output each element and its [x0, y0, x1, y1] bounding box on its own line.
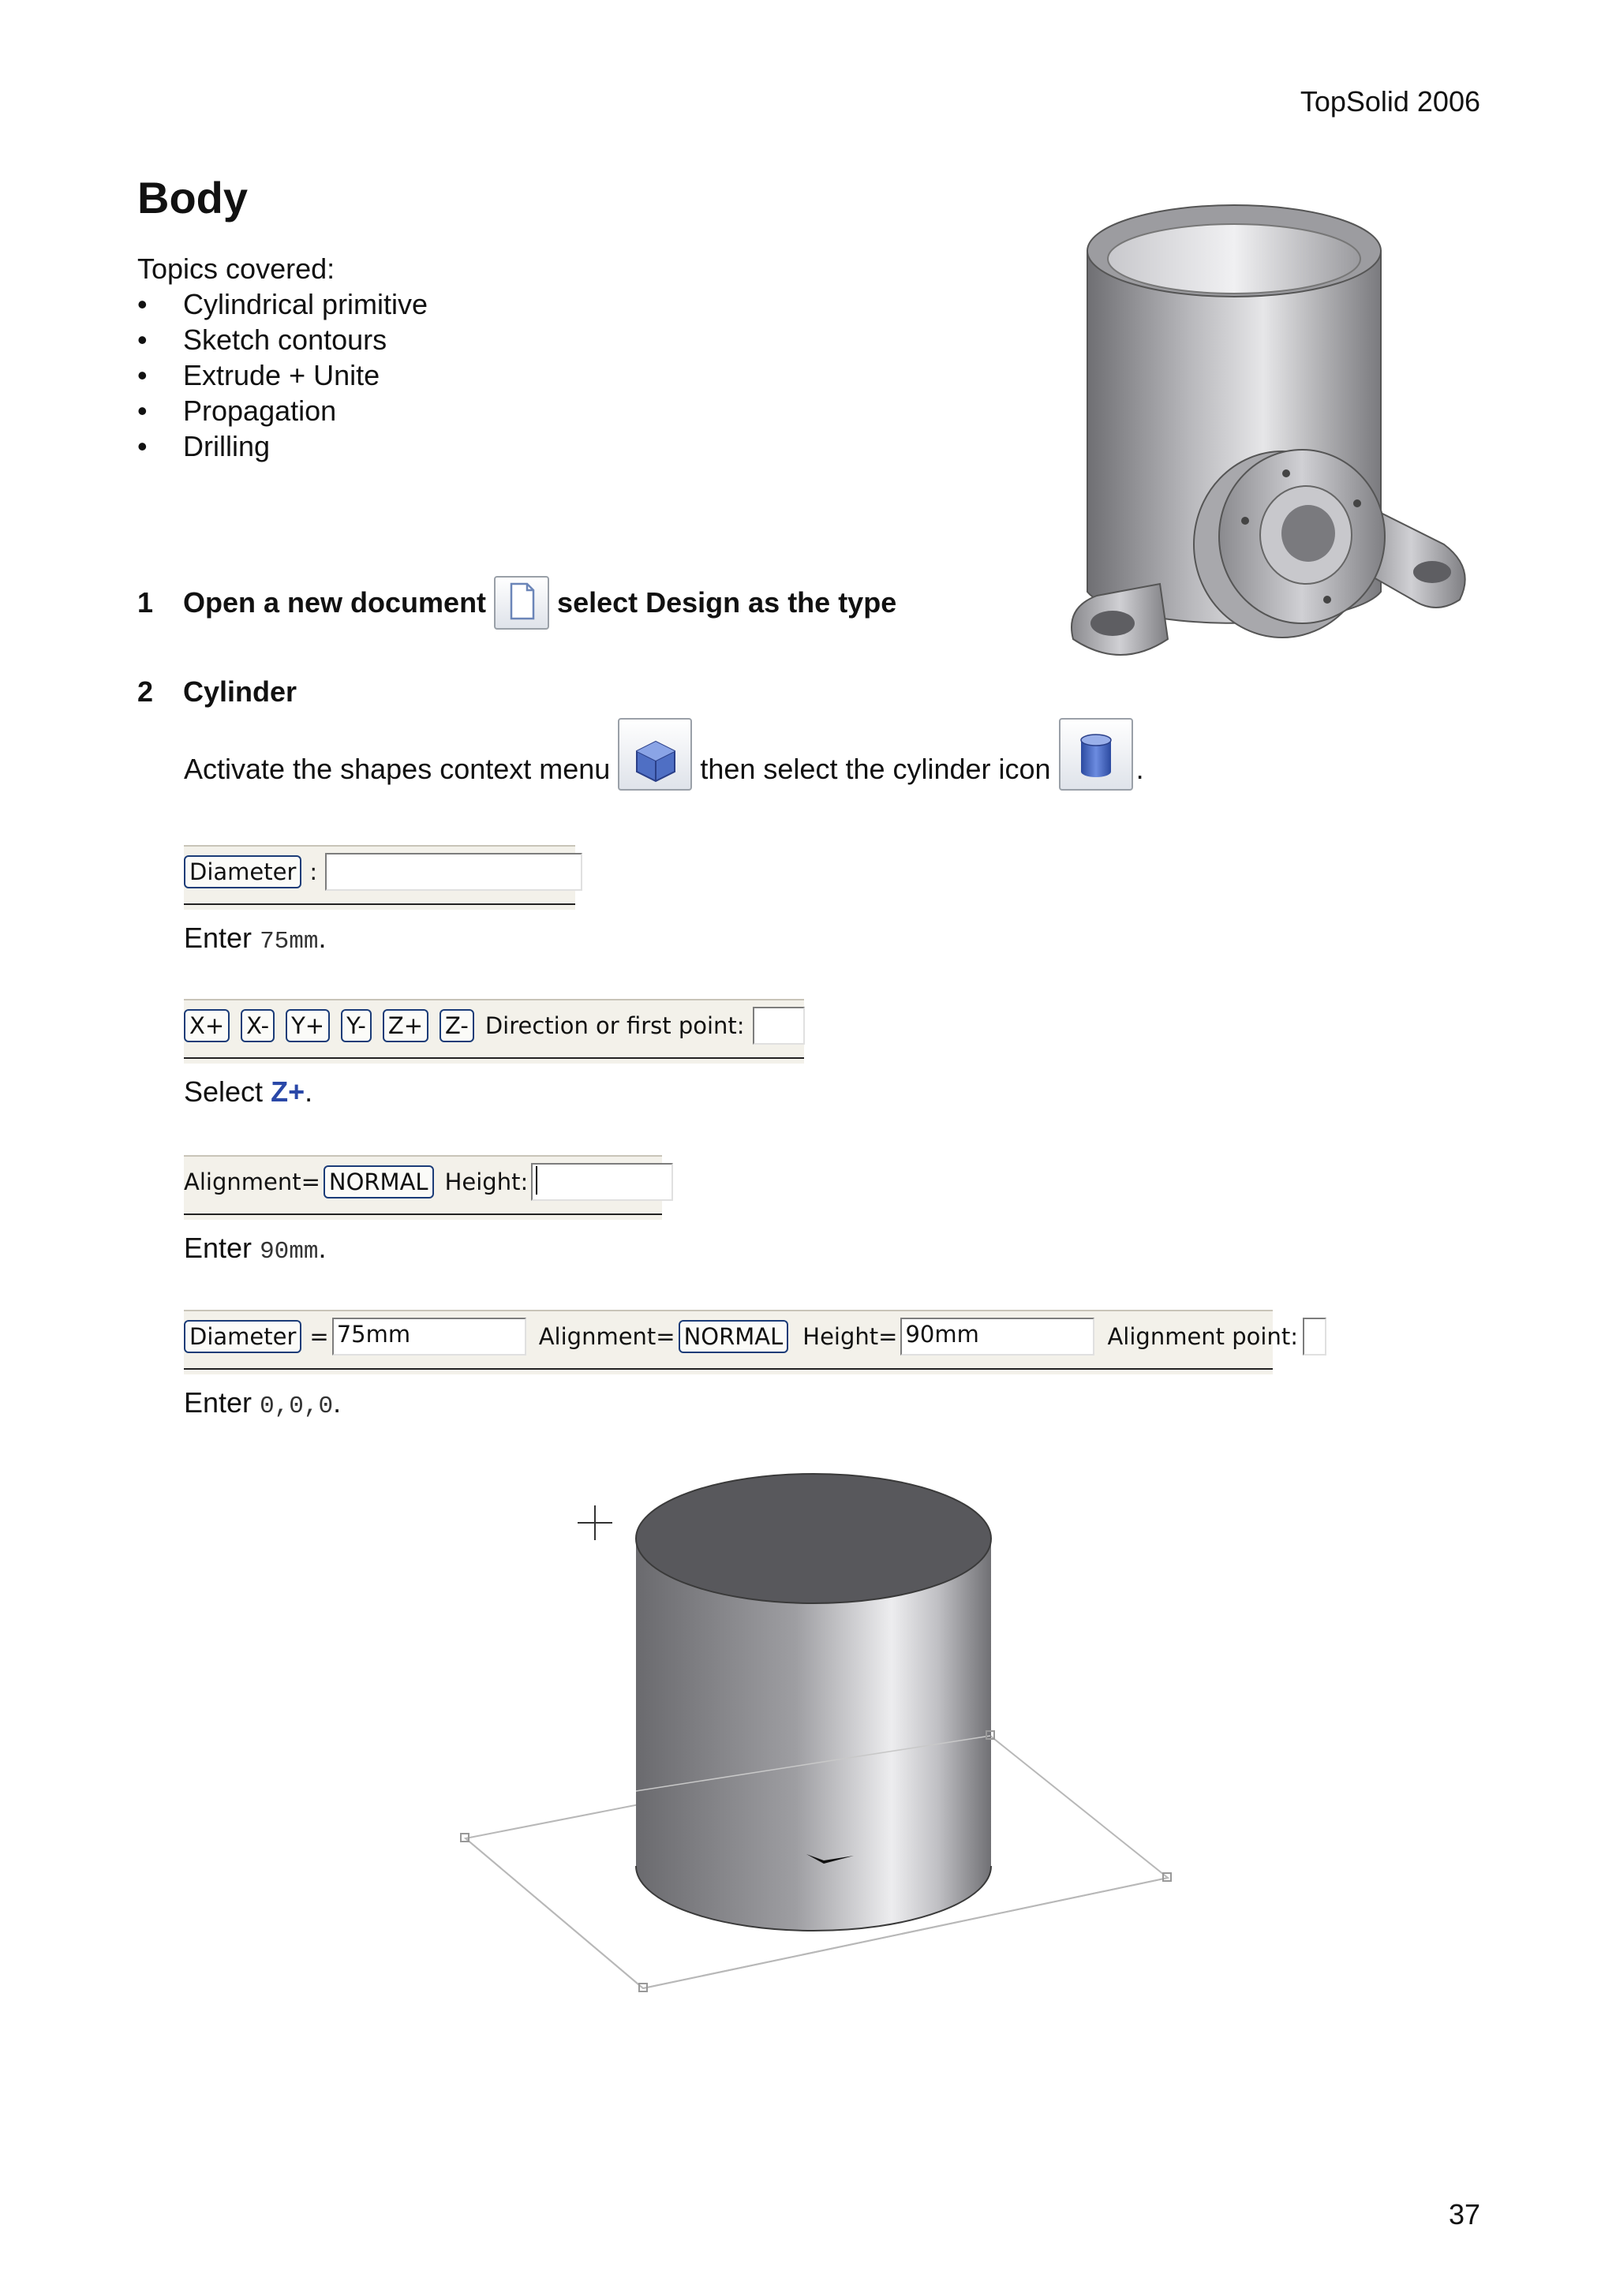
diameter-button[interactable]: Diameter: [184, 855, 301, 888]
y-minus-button[interactable]: Y-: [341, 1009, 372, 1042]
diameter-toolbar: [184, 845, 575, 910]
topic-item: • Drilling: [137, 430, 271, 462]
x-plus-button[interactable]: X+: [184, 1009, 230, 1042]
diameter-input[interactable]: [325, 853, 582, 891]
enter-origin: Enter 0,0,0.: [184, 1386, 342, 1420]
page-number: 37: [1448, 2198, 1480, 2231]
new-document-icon[interactable]: [494, 576, 549, 630]
topics-section: [137, 251, 428, 464]
selected-direction: Z+: [271, 1075, 305, 1108]
running-header: TopSolid 2006: [1300, 85, 1480, 118]
step-text-after: select Design as the type: [557, 586, 897, 619]
instruction-end: .: [1135, 753, 1144, 785]
text-cursor: [536, 1166, 537, 1195]
topic-item: • Propagation: [137, 395, 337, 427]
alignment-point-label: Alignment point:: [1107, 1323, 1298, 1350]
page-title: Body: [137, 173, 248, 222]
toolbar-divider: [184, 1368, 1273, 1374]
y-plus-button[interactable]: Y+: [286, 1009, 330, 1042]
equals-label: =: [309, 1323, 329, 1350]
x-minus-button[interactable]: X-: [241, 1009, 275, 1042]
topics-heading: Topics covered:: [137, 252, 335, 285]
z-plus-button[interactable]: Z+: [383, 1009, 428, 1042]
height-input[interactable]: [531, 1163, 673, 1201]
direction-label: Direction or first point:: [484, 1012, 745, 1039]
alignment-label: Alignment=: [184, 1169, 320, 1195]
direction-toolbar: [184, 999, 804, 1064]
toolbar-divider: [184, 903, 575, 910]
separator-label: :: [309, 858, 318, 885]
entry-value: 75mm: [260, 928, 319, 955]
direction-input[interactable]: [753, 1007, 805, 1045]
body-part-illustration: [1065, 197, 1483, 679]
instruction-middle: then select the cylinder icon: [700, 753, 1051, 785]
summary-toolbar: [184, 1310, 1298, 1374]
height-value-field[interactable]: 90mm: [900, 1318, 1094, 1356]
topics-list: [137, 286, 428, 464]
height-label: Height=: [802, 1323, 898, 1350]
enter-75: Enter 75mm.: [184, 922, 327, 955]
shapes-menu-icon[interactable]: [618, 718, 692, 791]
step-1: [137, 576, 896, 630]
height-label: Height:: [444, 1169, 529, 1195]
alignment-label: Alignment=: [538, 1323, 675, 1350]
z-minus-button[interactable]: Z-: [440, 1009, 474, 1042]
alignment-normal-button[interactable]: NORMAL: [679, 1320, 789, 1353]
toolbar-divider: [184, 1057, 804, 1064]
cylinder-viewport[interactable]: [237, 1452, 1262, 2036]
entry-value: 90mm: [260, 1238, 319, 1266]
cylinder-icon[interactable]: [1059, 718, 1133, 791]
topic-item: • Extrude + Unite: [137, 359, 380, 391]
entry-value: 0,0,0: [260, 1393, 334, 1420]
enter-90: Enter 90mm.: [184, 1232, 327, 1266]
alignment-point-input[interactable]: [1303, 1318, 1326, 1356]
instruction-line: [184, 718, 1144, 791]
topic-item: • Sketch contours: [137, 323, 387, 356]
step-number: 1: [137, 586, 154, 619]
step-number: 2: [137, 675, 154, 708]
step-2: [137, 675, 297, 709]
toolbar-divider: [184, 1213, 662, 1220]
instruction-before: Activate the shapes context menu: [184, 753, 611, 785]
step-text: Cylinder: [183, 675, 297, 708]
step-text: Open a new document: [183, 586, 487, 619]
diameter-value-field[interactable]: 75mm: [332, 1318, 526, 1356]
diameter-button[interactable]: Diameter: [184, 1320, 301, 1353]
select-z-plus: Select Z+.: [184, 1075, 313, 1108]
topic-item: • Cylindrical primitive: [137, 288, 428, 320]
height-toolbar: [184, 1155, 662, 1220]
alignment-normal-button[interactable]: NORMAL: [324, 1165, 434, 1198]
